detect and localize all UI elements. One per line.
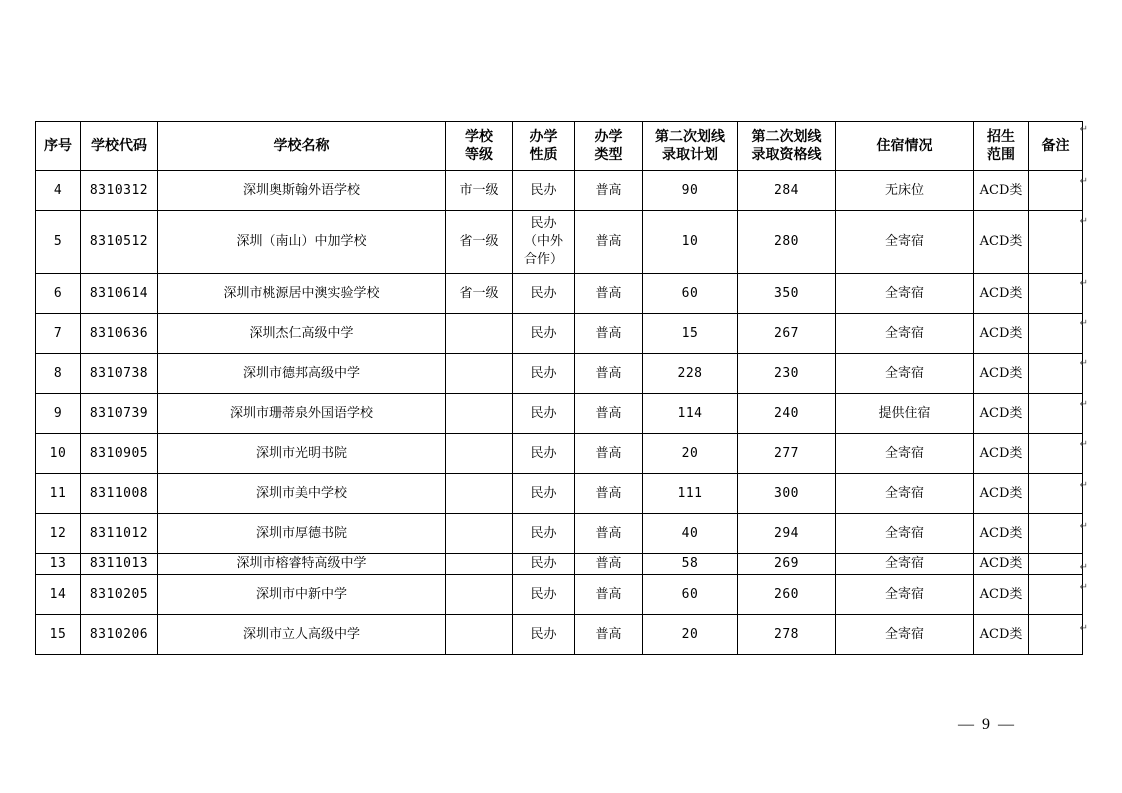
- cell-type: 普高: [575, 354, 643, 394]
- header-plan: 第二次划线 录取计划: [643, 122, 738, 171]
- cell-plan: 114: [643, 394, 738, 434]
- cell-score: 284: [738, 171, 836, 211]
- cell-name: 深圳市厚德书院: [158, 514, 446, 554]
- header-type: 办学 类型: [575, 122, 643, 171]
- cell-nature: 民办: [513, 171, 575, 211]
- cell-nature: 民办: [513, 474, 575, 514]
- cell-plan: 10: [643, 211, 738, 274]
- cell-code: 8310206: [81, 615, 158, 655]
- paragraph-mark-icon: ↵: [1079, 521, 1088, 532]
- cell-name: 深圳市立人高级中学: [158, 615, 446, 655]
- cell-nature: 民办: [513, 615, 575, 655]
- cell-plan: 90: [643, 171, 738, 211]
- cell-name: 深圳市桃源居中澳实验学校: [158, 274, 446, 314]
- paragraph-mark-icon: ↵: [1079, 124, 1088, 135]
- cell-remark: [1029, 434, 1083, 474]
- table-row: [36, 554, 1083, 575]
- cell-scope: ACD类: [974, 211, 1029, 274]
- cell-plan: 15: [643, 314, 738, 354]
- cell-nature: 民办: [513, 514, 575, 554]
- paragraph-mark-icon: ↵: [1079, 399, 1088, 410]
- paragraph-mark-icon: ↵: [1079, 216, 1088, 227]
- cell-boarding: 全寄宿: [836, 434, 974, 474]
- paragraph-mark-icon: ↵: [1079, 562, 1088, 573]
- cell-name: 深圳市光明书院: [158, 434, 446, 474]
- cell-plan: 111: [643, 474, 738, 514]
- cell-level: 省一级: [446, 211, 513, 274]
- cell-nature: 民办 （中外 合作）: [513, 211, 575, 274]
- cell-type: 普高: [575, 554, 643, 575]
- cell-remark: [1029, 394, 1083, 434]
- paragraph-mark-icon: ↵: [1079, 582, 1088, 593]
- cell-plan: 60: [643, 575, 738, 615]
- cell-scope: ACD类: [974, 514, 1029, 554]
- cell-boarding: 提供住宿: [836, 394, 974, 434]
- cell-seq: 13: [36, 554, 81, 575]
- cell-code: 8310738: [81, 354, 158, 394]
- paragraph-mark-icon: ↵: [1079, 318, 1088, 329]
- cell-remark: [1029, 514, 1083, 554]
- header-name: 学校名称: [158, 122, 446, 171]
- cell-level: [446, 394, 513, 434]
- paragraph-mark-icon: ↵: [1079, 278, 1088, 289]
- cell-plan: 58: [643, 554, 738, 575]
- cell-level: [446, 314, 513, 354]
- cell-nature: 民办: [513, 575, 575, 615]
- cell-code: 8310312: [81, 171, 158, 211]
- cell-seq: 4: [36, 171, 81, 211]
- header-scope: 招生 范围: [974, 122, 1029, 171]
- cell-type: 普高: [575, 274, 643, 314]
- cell-scope: ACD类: [974, 434, 1029, 474]
- cell-level: 省一级: [446, 274, 513, 314]
- cell-scope: ACD类: [974, 474, 1029, 514]
- table-row: [36, 615, 1083, 655]
- cell-seq: 7: [36, 314, 81, 354]
- cell-code: 8310739: [81, 394, 158, 434]
- cell-seq: 6: [36, 274, 81, 314]
- cell-scope: ACD类: [974, 394, 1029, 434]
- cell-code: 8310905: [81, 434, 158, 474]
- cell-type: 普高: [575, 615, 643, 655]
- admission-table: [35, 121, 1083, 655]
- cell-score: 230: [738, 354, 836, 394]
- table-row: [36, 354, 1083, 394]
- cell-remark: [1029, 575, 1083, 615]
- cell-score: 260: [738, 575, 836, 615]
- header-seq: 序号: [36, 122, 81, 171]
- cell-plan: 60: [643, 274, 738, 314]
- cell-type: 普高: [575, 514, 643, 554]
- cell-score: 280: [738, 211, 836, 274]
- cell-seq: 5: [36, 211, 81, 274]
- table-row: [36, 314, 1083, 354]
- cell-type: 普高: [575, 394, 643, 434]
- cell-score: 240: [738, 394, 836, 434]
- header-score: 第二次划线 录取资格线: [738, 122, 836, 171]
- cell-boarding: 无床位: [836, 171, 974, 211]
- cell-code: 8310636: [81, 314, 158, 354]
- cell-nature: 民办: [513, 314, 575, 354]
- cell-plan: 40: [643, 514, 738, 554]
- cell-score: 294: [738, 514, 836, 554]
- table-row: [36, 394, 1083, 434]
- cell-boarding: 全寄宿: [836, 354, 974, 394]
- cell-name: 深圳市美中学校: [158, 474, 446, 514]
- paragraph-mark-icon: ↵: [1079, 480, 1088, 491]
- cell-nature: 民办: [513, 434, 575, 474]
- cell-boarding: 全寄宿: [836, 474, 974, 514]
- cell-level: [446, 575, 513, 615]
- cell-level: [446, 354, 513, 394]
- cell-scope: ACD类: [974, 354, 1029, 394]
- table-row: [36, 211, 1083, 274]
- cell-name: 深圳市珊蒂泉外国语学校: [158, 394, 446, 434]
- page-number: — 9 —: [958, 716, 1016, 733]
- cell-level: 市一级: [446, 171, 513, 211]
- table-row: [36, 474, 1083, 514]
- cell-type: 普高: [575, 575, 643, 615]
- cell-level: [446, 514, 513, 554]
- cell-type: 普高: [575, 314, 643, 354]
- table-header-row: [36, 122, 1083, 171]
- cell-code: 8311008: [81, 474, 158, 514]
- cell-boarding: 全寄宿: [836, 554, 974, 575]
- cell-seq: 11: [36, 474, 81, 514]
- cell-remark: [1029, 474, 1083, 514]
- cell-score: 269: [738, 554, 836, 575]
- table-row: [36, 274, 1083, 314]
- table-row: [36, 434, 1083, 474]
- cell-code: 8310512: [81, 211, 158, 274]
- cell-remark: [1029, 314, 1083, 354]
- cell-remark: [1029, 171, 1083, 211]
- cell-score: 267: [738, 314, 836, 354]
- cell-remark: [1029, 274, 1083, 314]
- cell-seq: 12: [36, 514, 81, 554]
- cell-score: 277: [738, 434, 836, 474]
- cell-boarding: 全寄宿: [836, 514, 974, 554]
- cell-name: 深圳市榕睿特高级中学: [158, 554, 446, 575]
- cell-scope: ACD类: [974, 554, 1029, 575]
- cell-plan: 20: [643, 615, 738, 655]
- cell-name: 深圳（南山）中加学校: [158, 211, 446, 274]
- cell-type: 普高: [575, 211, 643, 274]
- cell-name: 深圳市中新中学: [158, 575, 446, 615]
- cell-type: 普高: [575, 171, 643, 211]
- cell-nature: 民办: [513, 554, 575, 575]
- cell-level: [446, 554, 513, 575]
- cell-code: 8311013: [81, 554, 158, 575]
- cell-remark: [1029, 615, 1083, 655]
- cell-level: [446, 474, 513, 514]
- cell-name: 深圳奥斯翰外语学校: [158, 171, 446, 211]
- cell-type: 普高: [575, 434, 643, 474]
- cell-seq: 15: [36, 615, 81, 655]
- cell-name: 深圳市德邦高级中学: [158, 354, 446, 394]
- cell-seq: 8: [36, 354, 81, 394]
- cell-remark: [1029, 354, 1083, 394]
- cell-plan: 228: [643, 354, 738, 394]
- cell-seq: 9: [36, 394, 81, 434]
- cell-boarding: 全寄宿: [836, 274, 974, 314]
- cell-code: 8310614: [81, 274, 158, 314]
- table-row: [36, 171, 1083, 211]
- paragraph-mark-icon: ↵: [1079, 439, 1088, 450]
- cell-seq: 10: [36, 434, 81, 474]
- header-code: 学校代码: [81, 122, 158, 171]
- cell-scope: ACD类: [974, 615, 1029, 655]
- cell-boarding: 全寄宿: [836, 314, 974, 354]
- cell-level: [446, 434, 513, 474]
- cell-plan: 20: [643, 434, 738, 474]
- cell-code: 8311012: [81, 514, 158, 554]
- header-nature: 办学 性质: [513, 122, 575, 171]
- cell-scope: ACD类: [974, 274, 1029, 314]
- table-row: [36, 514, 1083, 554]
- cell-type: 普高: [575, 474, 643, 514]
- cell-boarding: 全寄宿: [836, 211, 974, 274]
- header-level: 学校 等级: [446, 122, 513, 171]
- cell-scope: ACD类: [974, 314, 1029, 354]
- cell-remark: [1029, 211, 1083, 274]
- header-boarding: 住宿情况: [836, 122, 974, 171]
- cell-scope: ACD类: [974, 575, 1029, 615]
- header-remark: 备注: [1029, 122, 1083, 171]
- paragraph-mark-icon: ↵: [1079, 623, 1088, 634]
- cell-code: 8310205: [81, 575, 158, 615]
- cell-score: 278: [738, 615, 836, 655]
- cell-score: 300: [738, 474, 836, 514]
- paragraph-mark-icon: ↵: [1079, 358, 1088, 369]
- cell-nature: 民办: [513, 394, 575, 434]
- cell-scope: ACD类: [974, 171, 1029, 211]
- cell-nature: 民办: [513, 274, 575, 314]
- cell-remark: [1029, 554, 1083, 575]
- cell-level: [446, 615, 513, 655]
- table-row: [36, 575, 1083, 615]
- cell-score: 350: [738, 274, 836, 314]
- paragraph-mark-icon: ↵: [1079, 176, 1088, 187]
- cell-seq: 14: [36, 575, 81, 615]
- cell-name: 深圳杰仁高级中学: [158, 314, 446, 354]
- cell-boarding: 全寄宿: [836, 615, 974, 655]
- cell-boarding: 全寄宿: [836, 575, 974, 615]
- cell-nature: 民办: [513, 354, 575, 394]
